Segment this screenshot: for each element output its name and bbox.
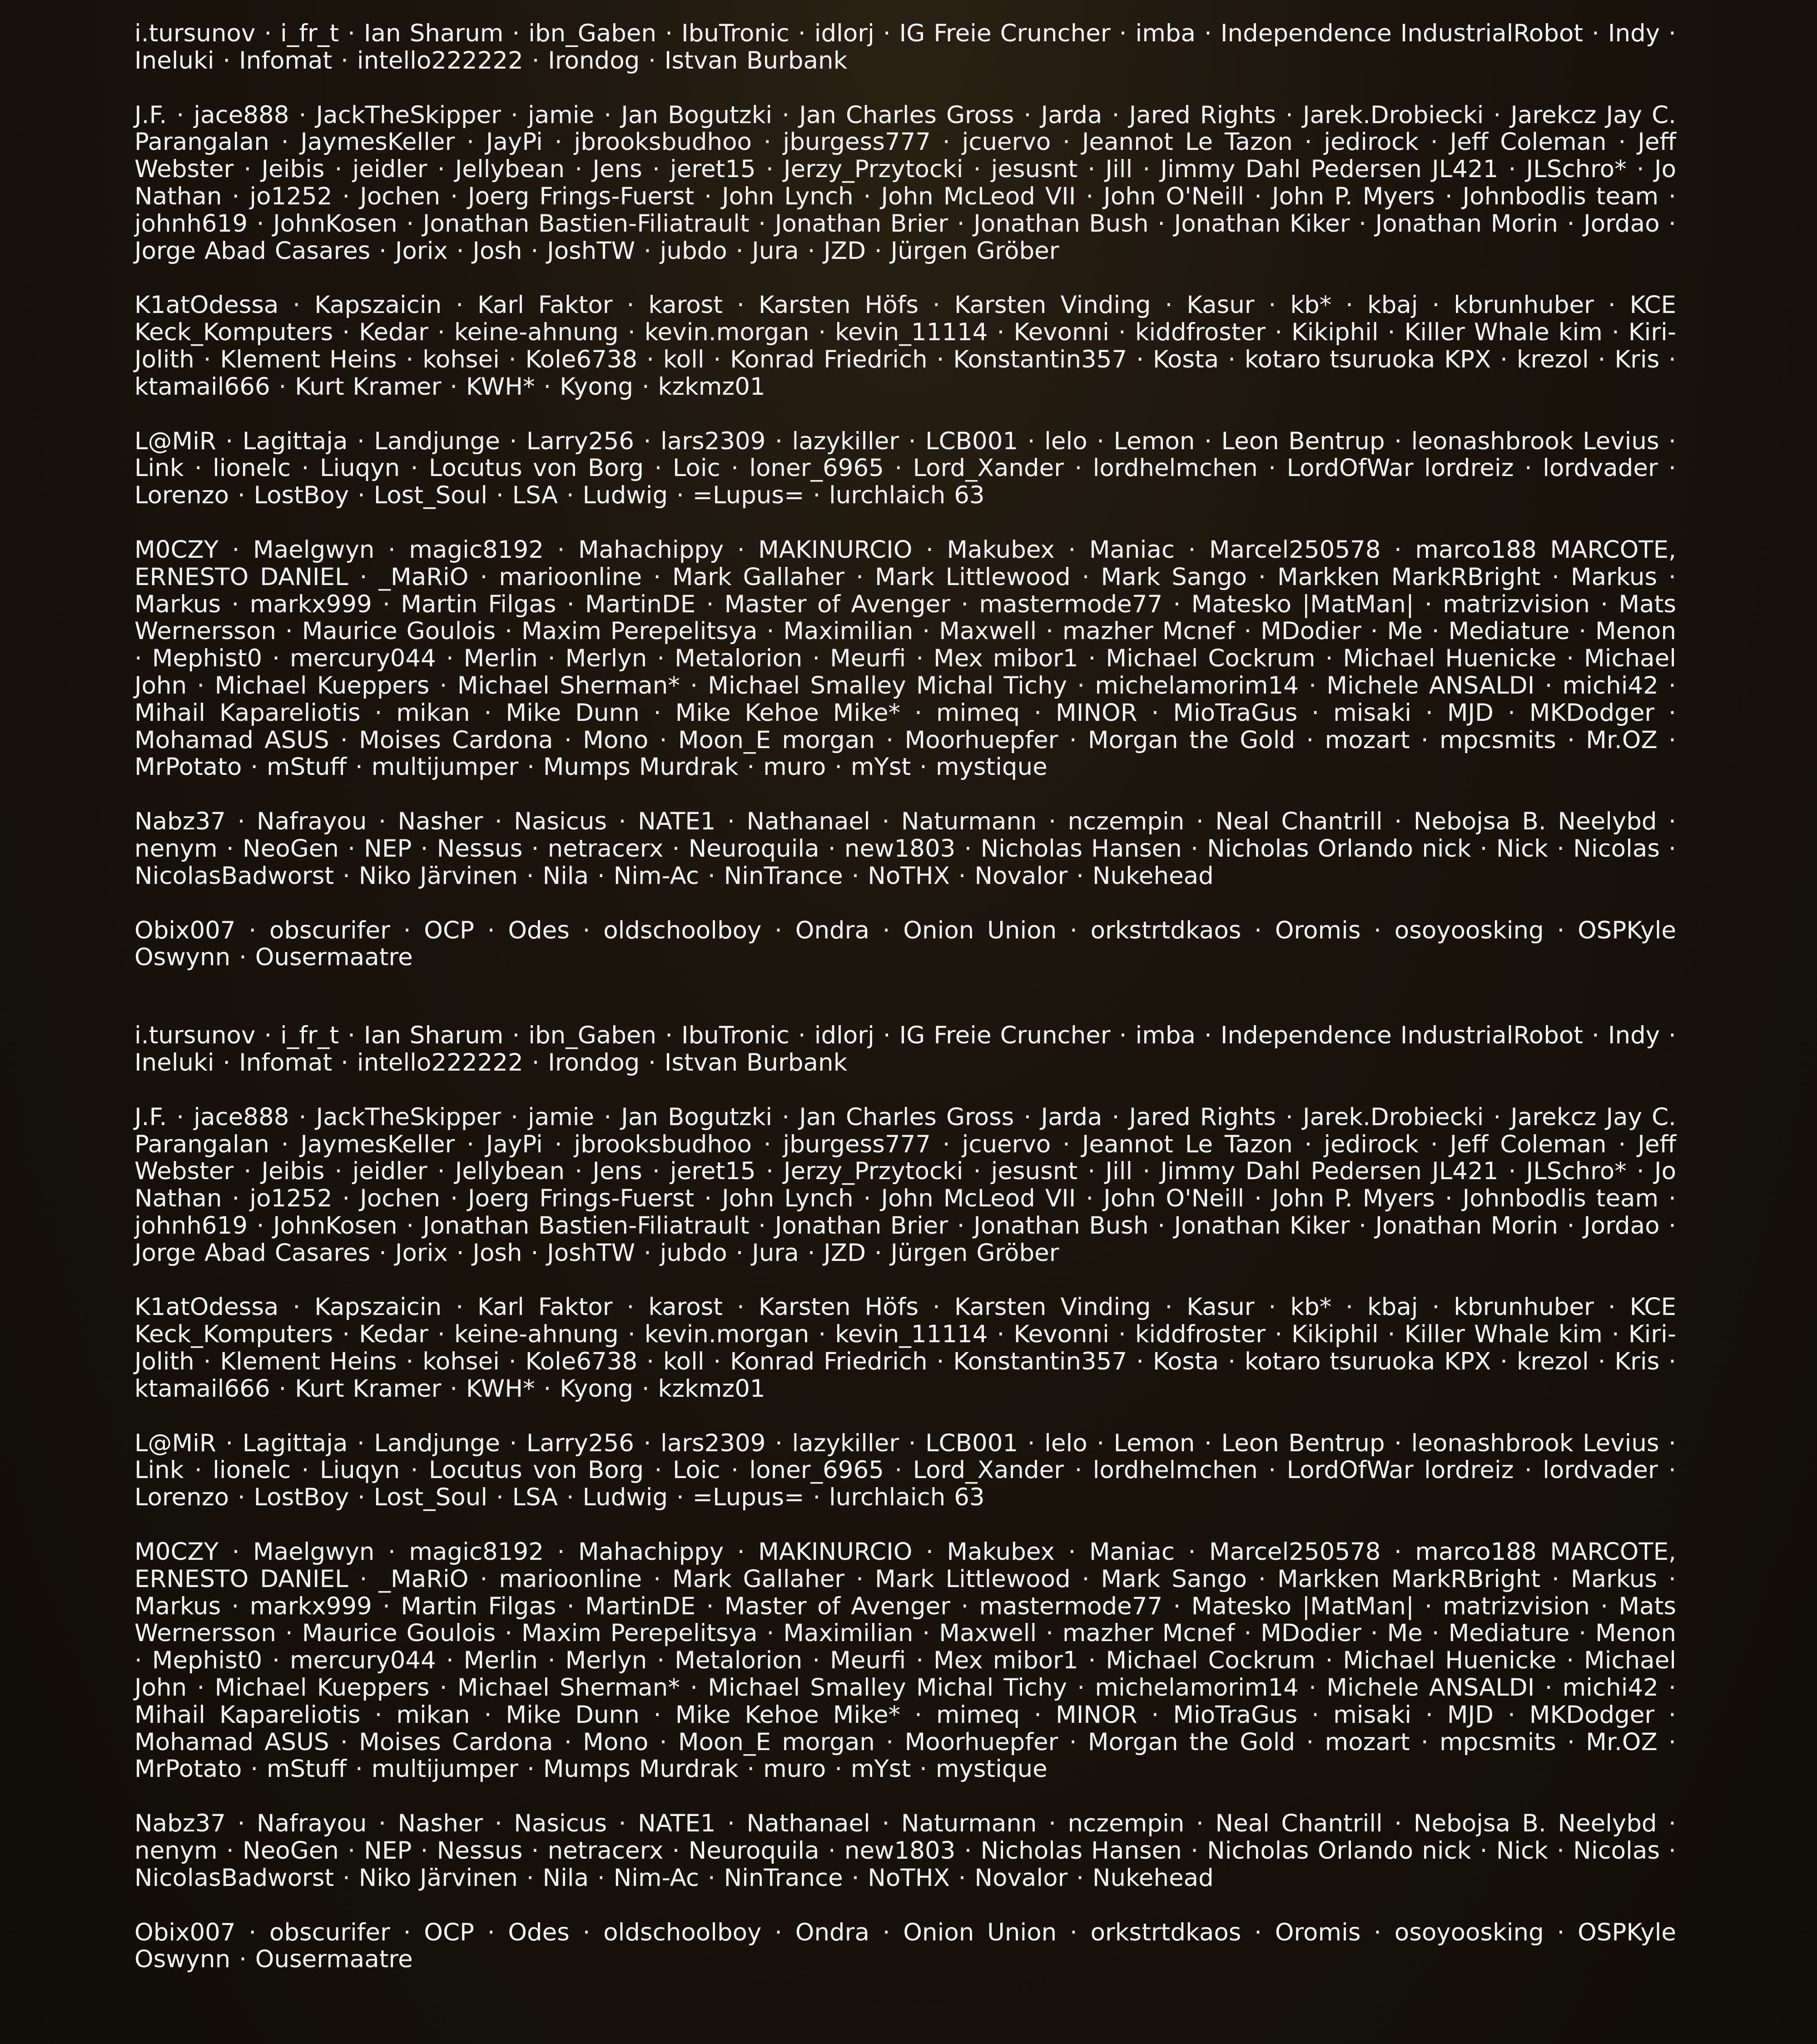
credits-group-k: K1atOdessa · Kapszaicin · Karl Faktor · karost · Karsten Höfs · Karsten Vinding · Kasur · kb* · kbaj · kbrunhuber · KCE Keck_Komputers · Kedar · keine-ahnung · kevin.morgan · kevin_11114 · Kevonni · kiddfroster · Kikiphil · Killer Whale kim · Kiri-Jolith · Klement Heins · kohsei · Kole6738 · koll · Konrad Friedrich · Konstantin357 · Kosta · kotaro tsuruoka KPX · krezol · Kris · ktamail666 · Kurt Kramer · KWH* · Kyong · kzkmz01	[134, 291, 1676, 401]
credits-list-repeat	[134, 1022, 1676, 1973]
credits-group-m: M0CZY · Maelgwyn · magic8192 · Mahachippy · MAKINURCIO · Makubex · Maniac · Marcel250578 · marco188 MARCOTE, ERNESTO DANIEL · _MaRiO · marioonline · Mark Gallaher · Mark Littlewood · Mark Sango · Markken MarkRBright · Markus · Markus · markx999 · Martin Filgas · MartinDE · Master of Avenger · mastermode77 · Matesko |MatMan| · matrizvision · Mats Wernersson · Maurice Goulois · Maxim Perepelitsya · Maximilian · Maxwell · mazher Mcnef · MDodier · Me · Mediature · Menon · Mephist0 · mercury044 · Merlin · Merlyn · Metalorion · Meurfi · Mex mibor1 · Michael Cockrum · Michael Huenicke · Michael John · Michael Kueppers · Michael Sherman* · Michael Smalley Michal Tichy · michelamorim14 · Michele ANSALDI · michi42 · Mihail Kapareliotis · mikan · Mike Dunn · Mike Kehoe Mike* · mimeq · MINOR · MioTraGus · misaki · MJD · MKDodger · Mohamad ASUS · Moises Cardona · Mono · Moon_E morgan · Moorhuepfer · Morgan the Gold · mozart · mpcsmits · Mr.OZ · MrPotato · mStuff · multijumper · Mumps Murdrak · muro · mYst · mystique	[134, 536, 1676, 781]
credits-list	[134, 20, 1676, 971]
credits-group-l: L@MiR · Lagittaja · Landjunge · Larry256 · lars2309 · lazykiller · LCB001 · lelo · Lemon · Leon Bentrup · leonashbrook Levius · Link · lionelc · Liuqyn · Locutus von Borg · Loic · loner_6965 · Lord_Xander · lordhelmchen · LordOfWar lordreiz · lordvader · Lorenzo · LostBoy · Lost_Soul · LSA · Ludwig · =Lupus= · lurchlaich 63	[134, 427, 1676, 510]
credits-group-m-repeat: M0CZY · Maelgwyn · magic8192 · Mahachippy · MAKINURCIO · Makubex · Maniac · Marcel250578 · marco188 MARCOTE, ERNESTO DANIEL · _MaRiO · marioonline · Mark Gallaher · Mark Littlewood · Mark Sango · Markken MarkRBright · Markus · Markus · markx999 · Martin Filgas · MartinDE · Master of Avenger · mastermode77 · Matesko |MatMan| · matrizvision · Mats Wernersson · Maurice Goulois · Maxim Perepelitsya · Maximilian · Maxwell · mazher Mcnef · MDodier · Me · Mediature · Menon · Mephist0 · mercury044 · Merlin · Merlyn · Metalorion · Meurfi · Mex mibor1 · Michael Cockrum · Michael Huenicke · Michael John · Michael Kueppers · Michael Sherman* · Michael Smalley Michal Tichy · michelamorim14 · Michele ANSALDI · michi42 · Mihail Kapareliotis · mikan · Mike Dunn · Mike Kehoe Mike* · mimeq · MINOR · MioTraGus · misaki · MJD · MKDodger · Mohamad ASUS · Moises Cardona · Mono · Moon_E morgan · Moorhuepfer · Morgan the Gold · mozart · mpcsmits · Mr.OZ · MrPotato · mStuff · multijumper · Mumps Murdrak · muro · mYst · mystique	[134, 1538, 1676, 1783]
credits-group-j-repeat: J.F. · jace888 · JackTheSkipper · jamie · Jan Bogutzki · Jan Charles Gross · Jarda · Jared Rights · Jarek.Drobiecki · Jarekcz Jay C. Parangalan · JaymesKeller · JayPi · jbrooksbudhoo · jburgess777 · jcuervo · Jeannot Le Tazon · jedirock · Jeff Coleman · Jeff Webster · Jeibis · jeidler · Jellybean · Jens · jeret15 · Jerzy_Przytocki · jesusnt · Jill · Jimmy Dahl Pedersen JL421 · JLSchro* · Jo Nathan · jo1252 · Jochen · Joerg Frings-Fuerst · John Lynch · John McLeod VII · John O'Neill · John P. Myers · Johnbodlis team · johnh619 · JohnKosen · Jonathan Bastien-Filiatrault · Jonathan Brier · Jonathan Bush · Jonathan Kiker · Jonathan Morin · Jordao · Jorge Abad Casares · Jorix · Josh · JoshTW · jubdo · Jura · JZD · Jürgen Gröber	[134, 1103, 1676, 1267]
credits-scroll	[134, 20, 1676, 2024]
credits-group-o: Obix007 · obscurifer · OCP · Odes · oldschoolboy · Ondra · Onion Union · orkstrtdkaos · Oromis · osoyoosking · OSPKyle Oswynn · Ousermaatre	[134, 916, 1676, 972]
credits-group-k-repeat: K1atOdessa · Kapszaicin · Karl Faktor · karost · Karsten Höfs · Karsten Vinding · Kasur · kb* · kbaj · kbrunhuber · KCE Keck_Komputers · Kedar · keine-ahnung · kevin.morgan · kevin_11114 · Kevonni · kiddfroster · Kikiphil · Killer Whale kim · Kiri-Jolith · Klement Heins · kohsei · Kole6738 · koll · Konrad Friedrich · Konstantin357 · Kosta · kotaro tsuruoka KPX · krezol · Kris · ktamail666 · Kurt Kramer · KWH* · Kyong · kzkmz01	[134, 1293, 1676, 1403]
credits-group-j: J.F. · jace888 · JackTheSkipper · jamie · Jan Bogutzki · Jan Charles Gross · Jarda · Jared Rights · Jarek.Drobiecki · Jarekcz Jay C. Parangalan · JaymesKeller · JayPi · jbrooksbudhoo · jburgess777 · jcuervo · Jeannot Le Tazon · jedirock · Jeff Coleman · Jeff Webster · Jeibis · jeidler · Jellybean · Jens · jeret15 · Jerzy_Przytocki · jesusnt · Jill · Jimmy Dahl Pedersen JL421 · JLSchro* · Jo Nathan · jo1252 · Jochen · Joerg Frings-Fuerst · John Lynch · John McLeod VII · John O'Neill · John P. Myers · Johnbodlis team · johnh619 · JohnKosen · Jonathan Bastien-Filiatrault · Jonathan Brier · Jonathan Bush · Jonathan Kiker · Jonathan Morin · Jordao · Jorge Abad Casares · Jorix · Josh · JoshTW · jubdo · Jura · JZD · Jürgen Gröber	[134, 101, 1676, 265]
credits-group-i: i.tursunov · i_fr_t · Ian Sharum · ibn_Gaben · IbuTronic · idlorj · IG Freie Cruncher · imba · Independence IndustrialRobot · Indy · Ineluki · Infomat · intello222222 · Irondog · Istvan Burbank	[134, 20, 1676, 74]
credits-group-o-repeat: Obix007 · obscurifer · OCP · Odes · oldschoolboy · Ondra · Onion Union · orkstrtdkaos · Oromis · osoyoosking · OSPKyle Oswynn · Ousermaatre	[134, 1918, 1676, 1974]
credits-group-n: Nabz37 · Nafrayou · Nasher · Nasicus · NATE1 · Nathanael · Naturmann · nczempin · Neal Chantrill · Nebojsa B. Neelybd · nenym · NeoGen · NEP · Nessus · netracerx · Neuroquila · new1803 · Nicholas Hansen · Nicholas Orlando nick · Nick · Nicolas · NicolasBadworst · Niko Järvinen · Nila · Nim-Ac · NinTrance · NoTHX · Novalor · Nukehead	[134, 808, 1676, 890]
credits-group-i-repeat: i.tursunov · i_fr_t · Ian Sharum · ibn_Gaben · IbuTronic · idlorj · IG Freie Cruncher · imba · Independence IndustrialRobot · Indy · Ineluki · Infomat · intello222222 · Irondog · Istvan Burbank	[134, 1022, 1676, 1077]
credits-group-l-repeat: L@MiR · Lagittaja · Landjunge · Larry256 · lars2309 · lazykiller · LCB001 · lelo · Lemon · Leon Bentrup · leonashbrook Levius · Link · lionelc · Liuqyn · Locutus von Borg · Loic · loner_6965 · Lord_Xander · lordhelmchen · LordOfWar lordreiz · lordvader · Lorenzo · LostBoy · Lost_Soul · LSA · Ludwig · =Lupus= · lurchlaich 63	[134, 1429, 1676, 1512]
credits-group-n-repeat: Nabz37 · Nafrayou · Nasher · Nasicus · NATE1 · Nathanael · Naturmann · nczempin · Neal Chantrill · Nebojsa B. Neelybd · nenym · NeoGen · NEP · Nessus · netracerx · Neuroquila · new1803 · Nicholas Hansen · Nicholas Orlando nick · Nick · Nicolas · NicolasBadworst · Niko Järvinen · Nila · Nim-Ac · NinTrance · NoTHX · Novalor · Nukehead	[134, 1810, 1676, 1892]
